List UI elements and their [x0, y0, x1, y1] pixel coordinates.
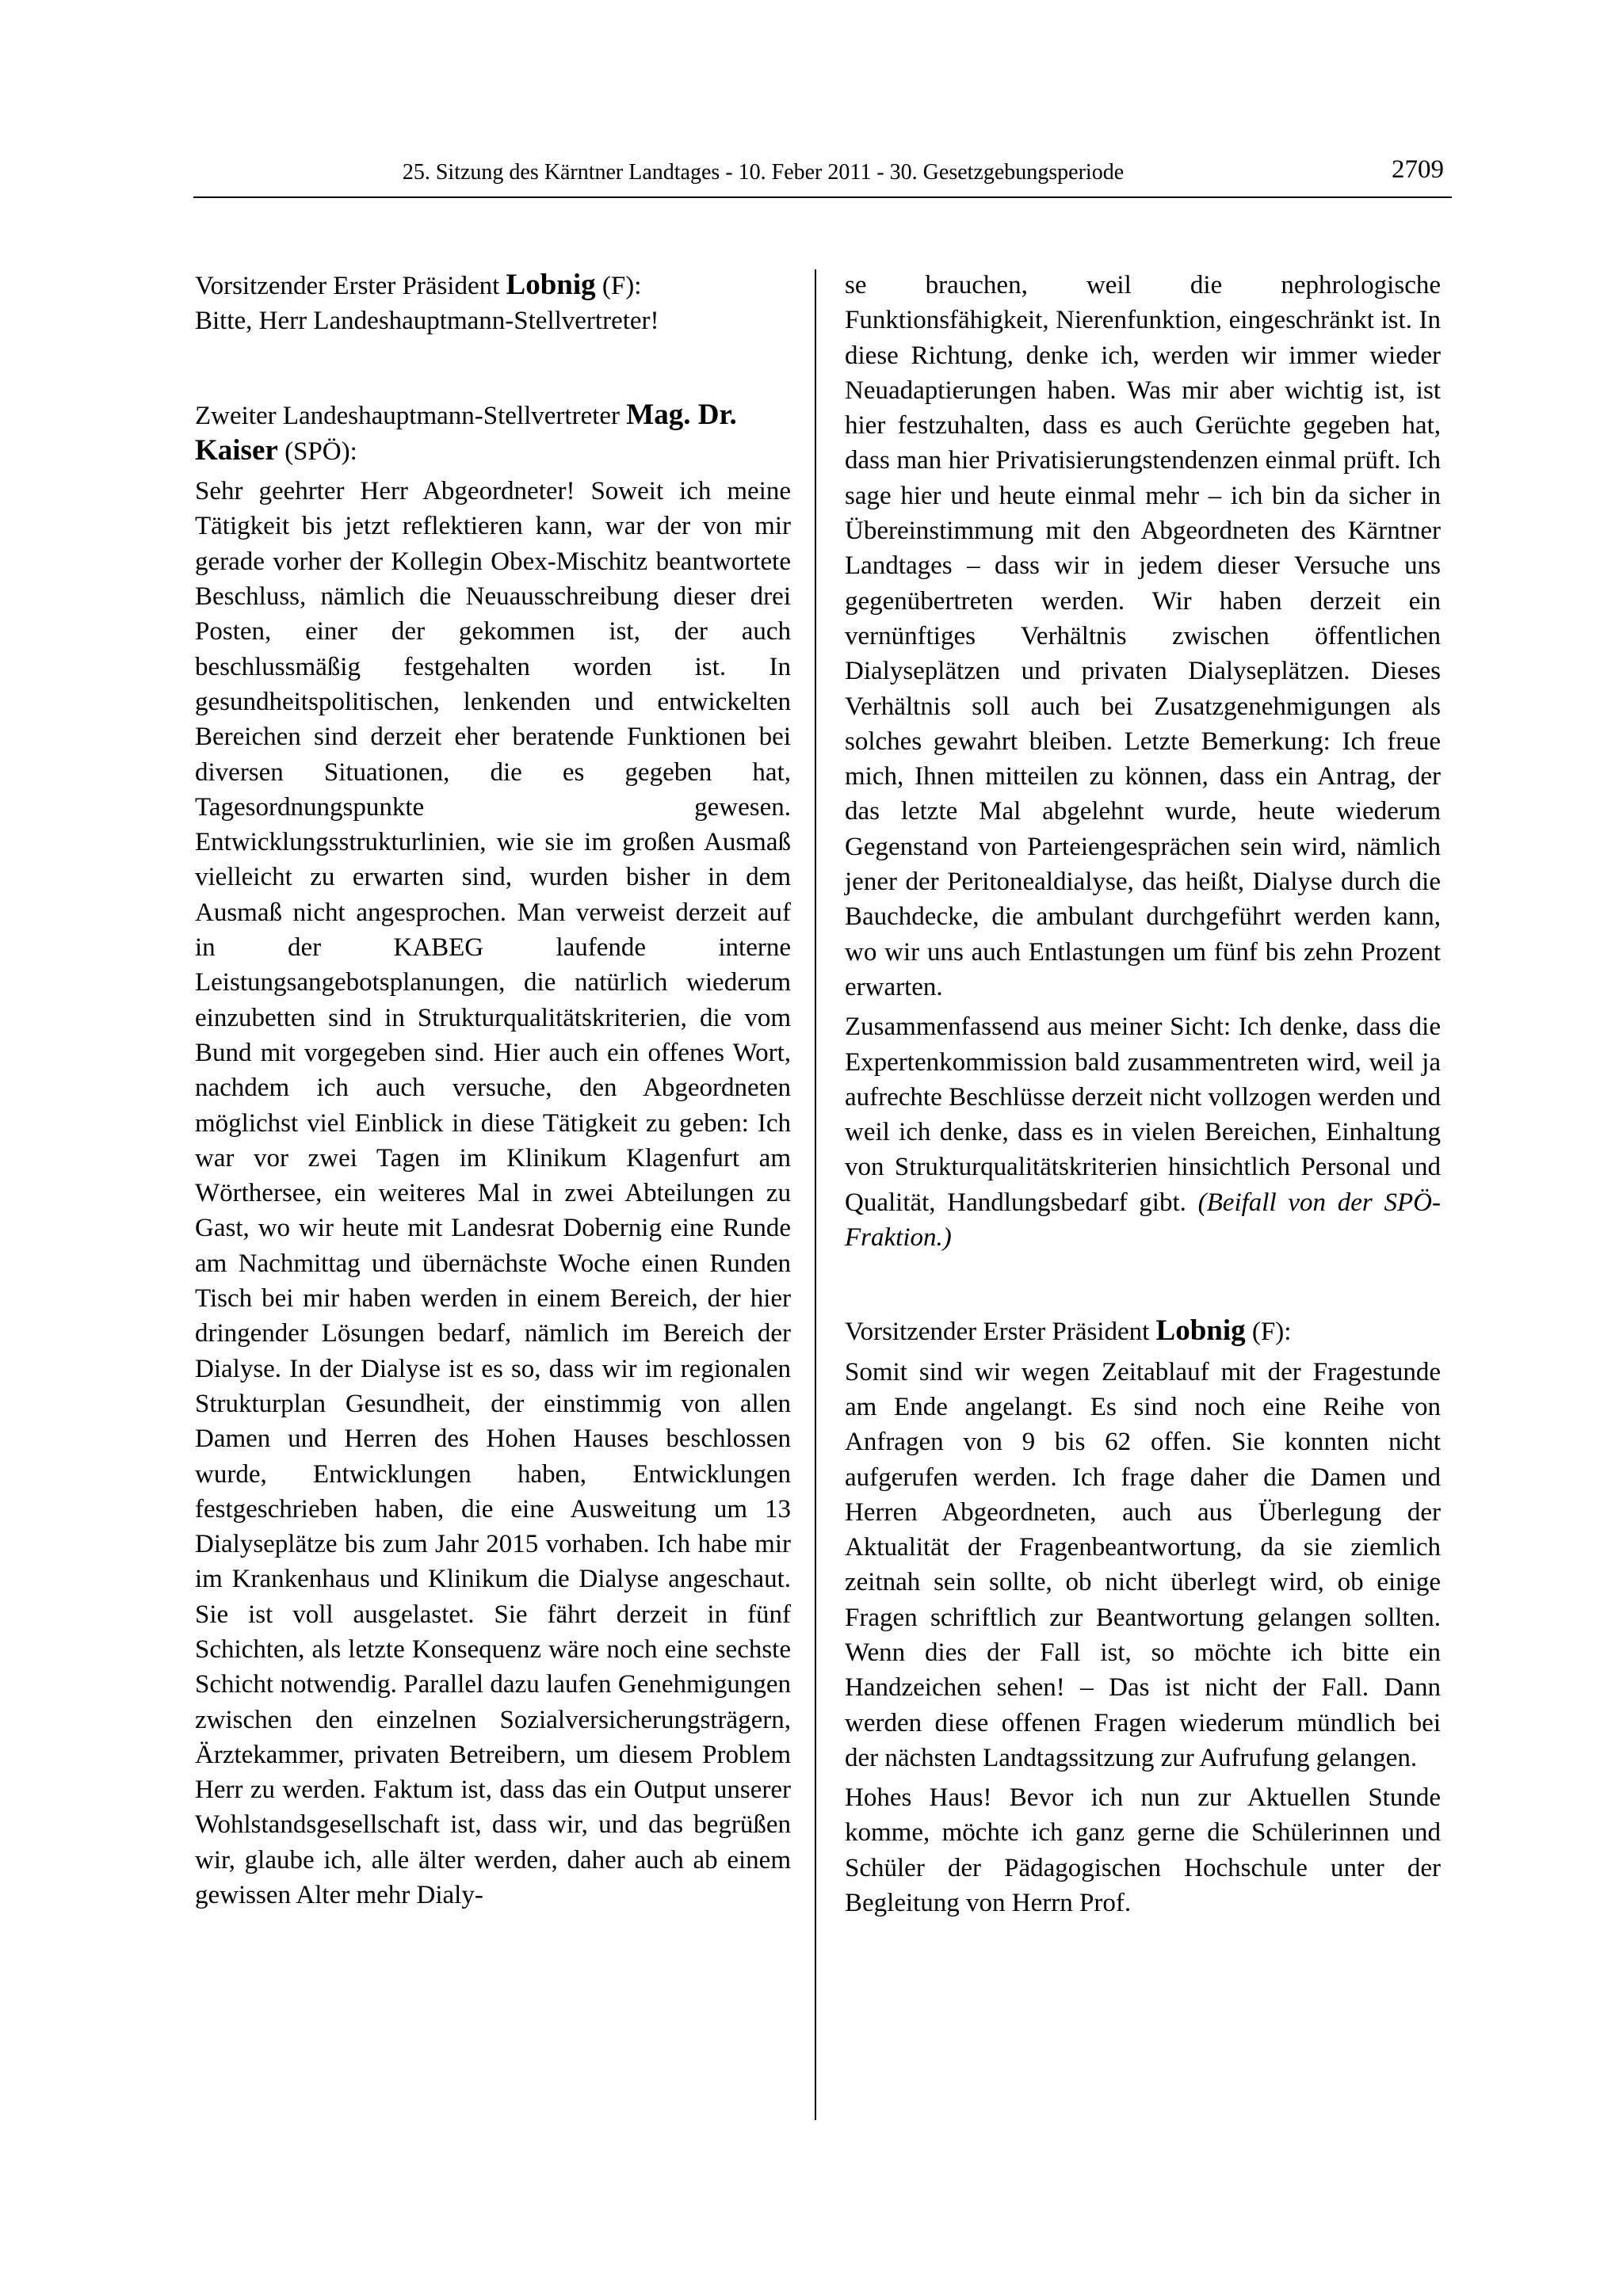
speaker-name: Mag. Dr. Kaiser — [195, 398, 737, 467]
speaker-heading — [845, 1314, 1441, 1349]
speech-paragraph: Bitte, Herr Landeshauptmann-Stellvertreter! — [195, 307, 659, 336]
speaker-party: (F): — [1251, 1318, 1292, 1347]
speaker-name: Lobnig — [506, 269, 596, 301]
speaker-party: (SPÖ): — [285, 437, 357, 466]
speaker-role: Vorsitzender Erster Präsident — [195, 272, 500, 300]
speaker-role: Vorsitzender Erster Präsident — [845, 1318, 1150, 1347]
speaker-role: Zweiter Landeshauptmann-Stellvertreter — [195, 401, 621, 430]
speech-paragraph: Hohes Haus! Bevor ich nun zur Aktuellen Stunde komme, möchte ich ganz gerne die Schülerinnen und Schüler der Pädagogischen Hochschule unter der Begleitung von Herrn Prof. — [845, 1783, 1441, 1918]
applause-note: (Beifall von der SPÖ-Fraktion.) — [845, 1188, 1441, 1253]
column-divider — [815, 269, 816, 2120]
session-title: 25. Sitzung des Kärntner Landtages - 10. Feber 2011 - 30. Gesetzgebungsperiode — [402, 160, 1125, 185]
speaker-party: (F): — [601, 272, 642, 300]
speech-paragraph: Somit sind wir wegen Zeitablauf mit der Fragestunde am Ende angelangt. Es sind noch eine Reihe von Anfragen von 9 bis 62 offen. Sie konnten nicht aufgerufen werden. Ich frage daher die Damen und Herren Abgeordneten, auch aus Überlegung der Aktualität der Fragenbeantwortung, da sie ziemlich zeitnah sein sollte, ob nicht überlegt wird, ob einige Fragen schriftlich zur Beantwortung gelangen sollten. Wenn dies der Fall ist, so möchte ich bitte ein Handzeichen sehen! – Das ist nicht der Fall. Dann werden diese offenen Fragen wiederum mündlich bei der nächsten Landtagssitzung zur Aufrufung gelangen. — [845, 1357, 1441, 1772]
speech-paragraph: Sehr geehrter Herr Abgeordneter! Soweit ich meine Tätigkeit bis jetzt reflektieren kann, war der von mir gerade vorher der Kollegin Obex-Mischitz beantwortete Beschluss, nämlich die Neuausschreibung dieser drei Posten, einer der gekommen ist, der auch beschlussmäßig festgehalten worden ist. In gesundheitspolitischen, lenkenden und entwickelten Bereichen sind derzeit eher beratende Funktionen bei diversen Situationen, die es gegeben hat, Tagesordnungspunkte gewesen. Entwicklungsstrukturlinien, wie sie im großen Ausmaß vielleicht zu erwarten sind, wurden bisher in dem Ausmaß nicht angesprochen. Man verweist derzeit auf in der KABEG laufende interne Leistungsangebotsplanungen, die natürlich wiederum einzubetten sind in Strukturqualitätskriterien, die vom Bund mit vorgegeben sind. Hier auch ein offenes Wort, nachdem ich auch versuche, den Abgeordneten möglichst viel Einblick in diese Tätigkeit zu geben: Ich war vor zwei Tagen im Klinikum Klagenfurt am Wörthersee, ein weiteres Mal in zwei Abteilungen zu Gast, wo wir heute mit Landesrat Dobernig eine Runde am Nachmittag und übernächste Woche einen Runden Tisch bei mir haben werden in einem Bereich, der hier dringender Lösungen bedarf, nämlich im Bereich der Dialyse. In der Dialyse ist es so, dass wir im regionalen Strukturplan Gesundheit, der einstimmig von allen Damen und Herren des Hohen Hauses beschlossen wurde, Entwicklungen haben, Entwicklungen festgeschrieben haben, die eine Ausweitung um 13 Dialyseplätze bis zum Jahr 2015 vorhaben. Ich habe mir im Krankenhaus und Klinikum die Dialyse angeschaut. Sie ist voll ausgelastet. Sie fährt derzeit in fünf Schichten, als letzte Konsequenz wäre noch eine sechste Schicht notwendig. Parallel dazu laufen Genehmigungen zwischen den einzelnen Sozialversicherungsträgern, Ärztekammer, privaten Betreibern, um diesem Problem Herr zu werden. Faktum ist, dass das ein Output unserer Wohlstandsgesellschaft ist, dass wir, und das begrüßen wir, glaube ich, alle älter werden, daher auch ab einem gewissen Alter mehr Dialy- — [195, 477, 791, 1910]
page-header — [193, 155, 1452, 193]
speaker-heading — [195, 398, 791, 470]
speech-paragraph: se brauchen, weil die nephrologische Funktionsfähigkeit, Nierenfunktion, eingeschränkt ist. In diese Richtung, denke ich, werden wir immer wieder Neuadaptierungen haben. Was mir aber wichtig ist, ist hier festzuhalten, dass es auch Gerüchte gegeben hat, dass man hier Privatisierungstendenzen einmal prüft. Ich sage hier und heute einmal mehr – ich bin da sicher in Übereinstimmung mit den Abgeordneten des Kärntner Landtages – dass wir in jedem dieser Versuche uns gegenübertreten werden. Wir haben derzeit ein vernünftiges Verhältnis zwischen öffentlichen Dialyseplätzen und privaten Dialyseplätzen. Dieses Verhältnis soll auch bei Zusatzgenehmigungen als solches gewahrt bleiben. Letzte Bemerkung: Ich freue mich, Ihnen mitteilen zu können, dass ein Antrag, der das letzte Mal abgelehnt wurde, heute wiederum Gegenstand von Parteiengesprächen sein wird, nämlich jener der Peritonealdialyse, das heißt, Dialyse durch die Bauchdecke, die ambulant durchgeführt werden kann, wo wir uns auch Entlastungen um fünf bis zehn Prozent erwarten. — [845, 271, 1441, 1001]
page-number: 2709 — [1392, 155, 1444, 184]
speech-text: Zusammenfassend aus meiner Sicht: Ich denke, dass die Expertenkommission bald zusammentreten wird, weil ja aufrechte Beschlüsse derzeit nicht vollzogen werden und weil ich denke, dass es in vielen Bereichen, Einhaltung von Strukturqualitätskriterien hinsichtlich Personal und Qualität, Handlungsbedarf gibt. — [845, 1013, 1441, 1217]
speech-paragraph — [845, 1009, 1441, 1255]
header-rule — [193, 196, 1452, 198]
right-column — [845, 268, 1441, 1920]
speaker-name: Lobnig — [1155, 1314, 1246, 1348]
left-column — [195, 268, 791, 1913]
speaker-heading — [195, 268, 791, 303]
